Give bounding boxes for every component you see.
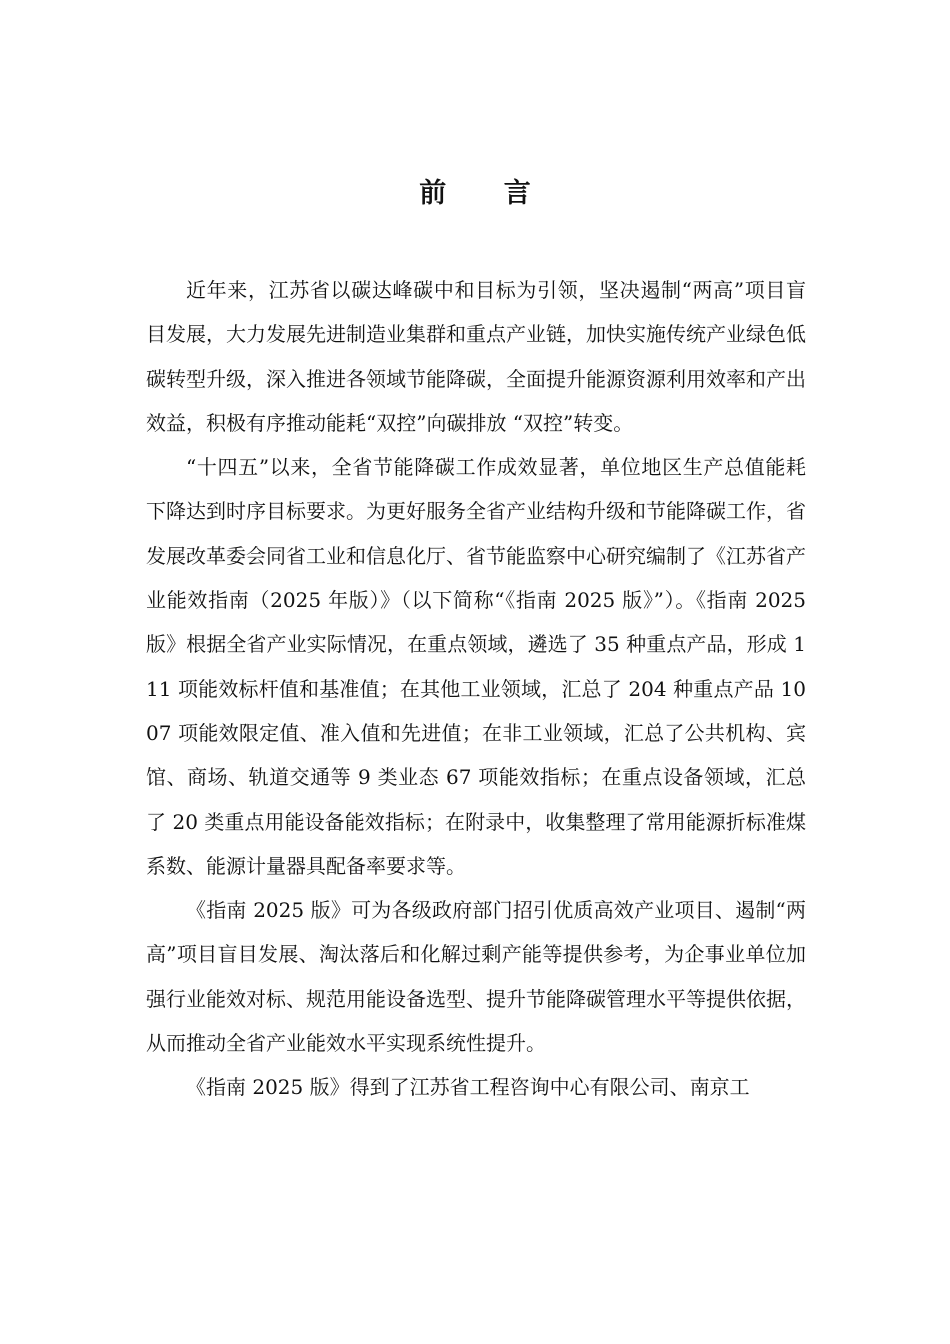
document-body	[146, 268, 806, 1110]
paragraph-intro: 近年来，江苏省以碳达峰碳中和目标为引领，坚决遏制“两高”项目盲目发展，大力发展先进制造业集群和重点产业链，加快实施传统产业绿色低碳转型升级，深入推进各领域节能降碳，全面提升能源资源利用效率和产出效益，积极有序推动能耗“双控”向碳排放 “双控”转变。	[146, 278, 806, 435]
document-title: 前 言	[419, 178, 555, 209]
paragraph-purpose: 《指南 2025 版》可为各级政府部门招引优质高效产业项目、遏制“两高”项目盲目发展、淘汰落后和化解过剩产能等提供参考，为企事业单位加强行业能效对标、规范用能设备选型、提升节能降碳管理水平等提供依据，从而推动全省产业能效水平实现系统性提升。	[146, 898, 806, 1056]
paragraph-acknowledgement: 《指南 2025 版》得到了江苏省工程咨询中心有限公司、南京工	[186, 1075, 750, 1100]
paragraph-progress: “十四五”以来，全省节能降碳工作成效显著，单位地区生产总值能耗下降达到时序目标要求。为更好服务全省产业结构升级和节能降碳工作，省发展改革委会同省工业和信息化厅、省节能监察中心研究编制了《江苏省产业能效指南（2025 年版）》（以下简称“《指南 2025 版》”）。《指南 2025 版》根据全省产业实际情况，在重点领域，遴选了 35 种重点产品，形成 111 项能效标杆值和基准值；在其他工业领域，汇总了 204 种重点产品 1007 项能效限定值、准入值和先进值；在非工业领域，汇总了公共机构、宾馆、商场、轨道交通等 9 类业态 67 项能效指标；在重点设备领域，汇总了 20 类重点用能设备能效指标；在附录中，收集整理了常用能源折标准煤系数、能源计量器具配备率要求等。	[146, 455, 806, 878]
